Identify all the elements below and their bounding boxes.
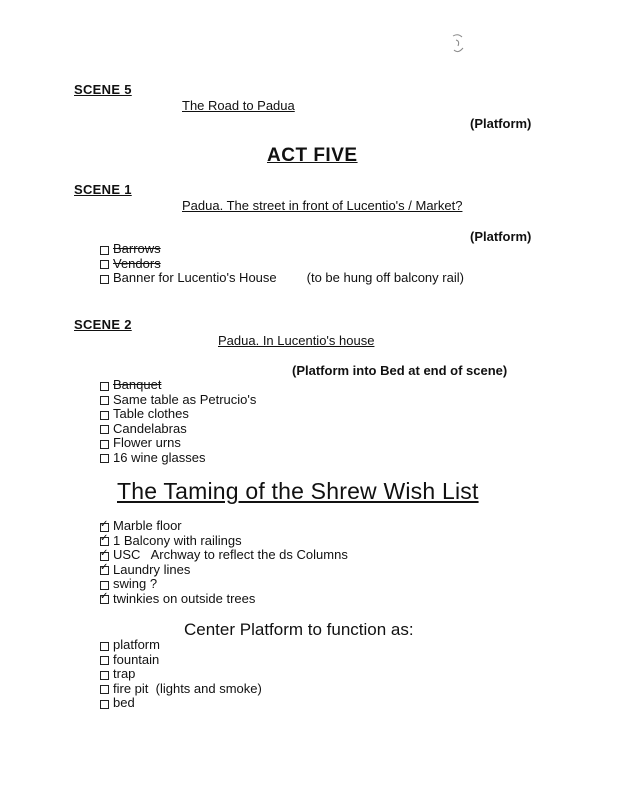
checked-box-icon <box>100 552 109 561</box>
item-label: fire pit (lights and smoke) <box>113 680 262 696</box>
scene5-heading: SCENE 5 <box>74 82 132 97</box>
scene5-location: The Road to Padua <box>182 98 295 113</box>
act5-scene2-prop-list <box>100 378 256 465</box>
checked-box-icon <box>100 537 109 546</box>
item-label: swing ? <box>113 576 158 591</box>
item-label: Banner for Lucentio's House <box>113 270 277 285</box>
act5-scene1-heading: SCENE 1 <box>74 182 132 197</box>
list-item <box>100 653 262 668</box>
scene5-platform-note: (Platform) <box>470 116 532 131</box>
list-item <box>100 271 464 286</box>
item-label: Banquet <box>113 377 162 392</box>
item-label: Laundry lines <box>113 561 191 577</box>
checkbox-icon <box>100 260 109 269</box>
checkbox-icon <box>100 685 109 694</box>
act5-scene1-platform-note: (Platform) <box>470 229 532 244</box>
checkbox-icon <box>100 700 109 709</box>
item-label: 1 Balcony with railings <box>113 532 242 548</box>
list-item <box>100 451 256 466</box>
checkbox-icon <box>100 581 109 590</box>
list-item <box>100 436 256 451</box>
item-label: platform <box>113 637 160 652</box>
list-item <box>100 592 348 607</box>
wishlist-list <box>100 519 348 606</box>
checkbox-icon <box>100 275 109 284</box>
checkbox-icon <box>100 382 109 391</box>
item-note: (to be hung off balcony rail) <box>306 270 464 285</box>
list-item <box>100 407 256 422</box>
center-platform-list <box>100 638 262 711</box>
list-item <box>100 563 348 578</box>
checkbox-icon <box>100 671 109 680</box>
list-item <box>100 638 262 653</box>
item-label: Flower urns <box>113 435 181 450</box>
act5-scene2-platform-note: (Platform into Bed at end of scene) <box>292 363 508 378</box>
item-label: bed <box>113 695 135 710</box>
list-item <box>100 534 348 549</box>
checkbox-icon <box>100 656 109 665</box>
checkbox-icon <box>100 440 109 449</box>
center-platform-title: Center Platform to function as: <box>184 620 414 639</box>
list-item <box>100 519 348 534</box>
item-label: USC Archway to reflect the ds Columns <box>113 547 348 562</box>
list-item <box>100 667 262 682</box>
act5-scene1-prop-list <box>100 242 464 286</box>
list-item <box>100 393 256 408</box>
list-item <box>100 257 464 272</box>
act5-scene1-location: Padua. The street in front of Lucentio's / Market? <box>182 198 463 213</box>
act5-scene2-heading: SCENE 2 <box>74 317 132 332</box>
checked-box-icon <box>100 595 109 604</box>
item-label: Candelabras <box>113 420 187 436</box>
list-item <box>100 422 256 437</box>
checkbox-icon <box>100 246 109 255</box>
item-label: trap <box>113 666 136 681</box>
act-title: ACT FIVE <box>267 145 358 166</box>
checked-box-icon <box>100 566 109 575</box>
checkbox-icon <box>100 396 109 405</box>
list-item <box>100 696 262 711</box>
list-item <box>100 378 256 393</box>
checkbox-icon <box>100 454 109 463</box>
checked-box-icon <box>100 523 109 532</box>
item-label: fountain <box>113 651 160 667</box>
checkbox-icon <box>100 642 109 651</box>
pencil-mark-icon <box>450 32 466 56</box>
wishlist-title: The Taming of the Shrew Wish List <box>117 478 479 504</box>
item-label: Barrows <box>113 241 161 256</box>
item-label: Same table as Petrucio's <box>113 391 257 407</box>
checkbox-icon <box>100 411 109 420</box>
list-item <box>100 242 464 257</box>
item-label: Table clothes <box>113 406 189 421</box>
act5-scene2-location: Padua. In Lucentio's house <box>218 333 375 348</box>
item-label: twinkies on outside trees <box>113 590 256 606</box>
item-label: Marble floor <box>113 518 182 533</box>
checkbox-icon <box>100 425 109 434</box>
item-label: Vendors <box>113 255 161 271</box>
list-item <box>100 548 348 563</box>
list-item <box>100 577 348 592</box>
item-label: 16 wine glasses <box>113 449 206 465</box>
list-item <box>100 682 262 697</box>
